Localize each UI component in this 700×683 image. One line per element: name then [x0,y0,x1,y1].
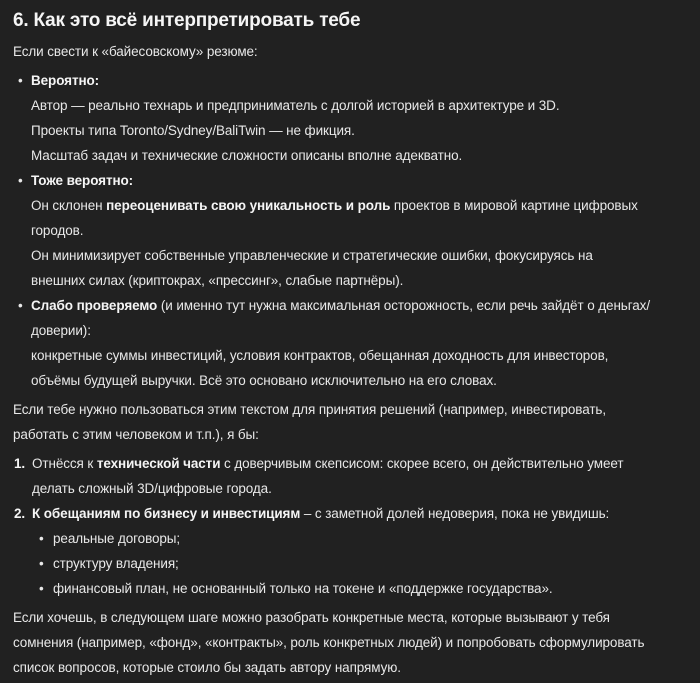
text-line: работать с этим человеком и т.п.), я бы: [13,427,259,442]
bullet-icon: • [18,73,23,88]
bullet-item-probable [18,68,687,168]
list-item-text [31,168,687,293]
bullet-icon: • [18,298,23,313]
text-line: К обещаниям по бизнесу и инвестициям – с заметной долей недоверия, пока не увидишь: [32,506,610,521]
section-heading: 6. Как это всё интерпретировать тебе [13,10,361,31]
text-line: внешних силах (криптокрах, «прессинг», слабые партнёры). [31,273,404,288]
numbered-item-1 [14,451,687,501]
conditions-sublist [32,526,687,601]
text-line: конкретные суммы инвестиций, условия контрактов, обещанная доходность для инвесторов, [31,348,609,363]
text-line: Слабо проверяемо (и именно тут нужна максимальная осторожность, если речь зайдёт о деньгах/ [31,298,650,313]
text-line: делать сложный 3D/цифровые города. [32,481,272,496]
recommendation-list [13,451,687,601]
text-line: Тоже вероятно: [31,173,134,188]
text-line: Если тебе нужно пользоваться этим текстом для принятия решений (например, инвестировать, [13,402,607,417]
bullet-icon: • [39,531,44,546]
text-line: Он склонен переоценивать свою уникальность и роль проектов в мировой картине цифровых [31,198,638,213]
list-item-text: структуру владения; [53,556,179,571]
text-line: Масштаб задач и технические сложности описаны вполне адекватно. [31,148,463,163]
intro-paragraph: Если свести к «байесовскому» резюме: [13,44,258,59]
text-line: Отнёсся к технической части с доверчивым скепсисом: скорее всего, он действительно умеет [32,456,624,471]
bayes-summary-list [13,68,687,393]
text-line: сомнения (например, «фонд», «контракты», роль конкретных людей) и попробовать сформулировать [13,635,645,650]
text-line: Вероятно: [31,73,100,88]
decision-paragraph [13,397,687,447]
sub-bullet-item [39,526,687,551]
numbered-item-2 [14,501,687,601]
list-item-text [31,68,687,168]
bullet-item-also-probable [18,168,687,293]
text-line: объёмы будущей выручки. Всё это основано исключительно на его словах. [31,373,497,388]
bullet-icon: • [18,173,23,188]
text-line: городов. [31,223,84,238]
bullet-icon: • [39,581,44,596]
text-line: доверии): [31,323,91,338]
bullet-item-weakly-verifiable [18,293,687,393]
sub-bullet-item [39,551,687,576]
list-item-text [32,451,687,501]
text-line: Автор — реально технарь и предприниматель с долгой историей в архитектуре и 3D. [31,98,560,113]
list-item-text: реальные договоры; [53,531,181,546]
number-marker: 1. [14,456,26,471]
list-item-text [32,501,687,526]
bullet-icon: • [39,556,44,571]
sub-bullet-item [39,576,687,601]
text-line: Он минимизирует собственные управленческие и стратегические ошибки, фокусируясь на [31,248,593,263]
closing-paragraph [13,605,687,680]
list-item-text [31,293,687,393]
text-line: Проекты типа Toronto/Sydney/BaliTwin — не фикция. [31,123,355,138]
list-item-text: финансовый план, не основанный только на токене и «поддержке государства». [53,581,553,596]
text-line: список вопросов, которые стоило бы задать автору напрямую. [13,660,401,675]
number-marker: 2. [14,506,26,521]
text-line: Если хочешь, в следующем шаге можно разобрать конкретные места, которые вызывают у тебя [13,610,610,625]
